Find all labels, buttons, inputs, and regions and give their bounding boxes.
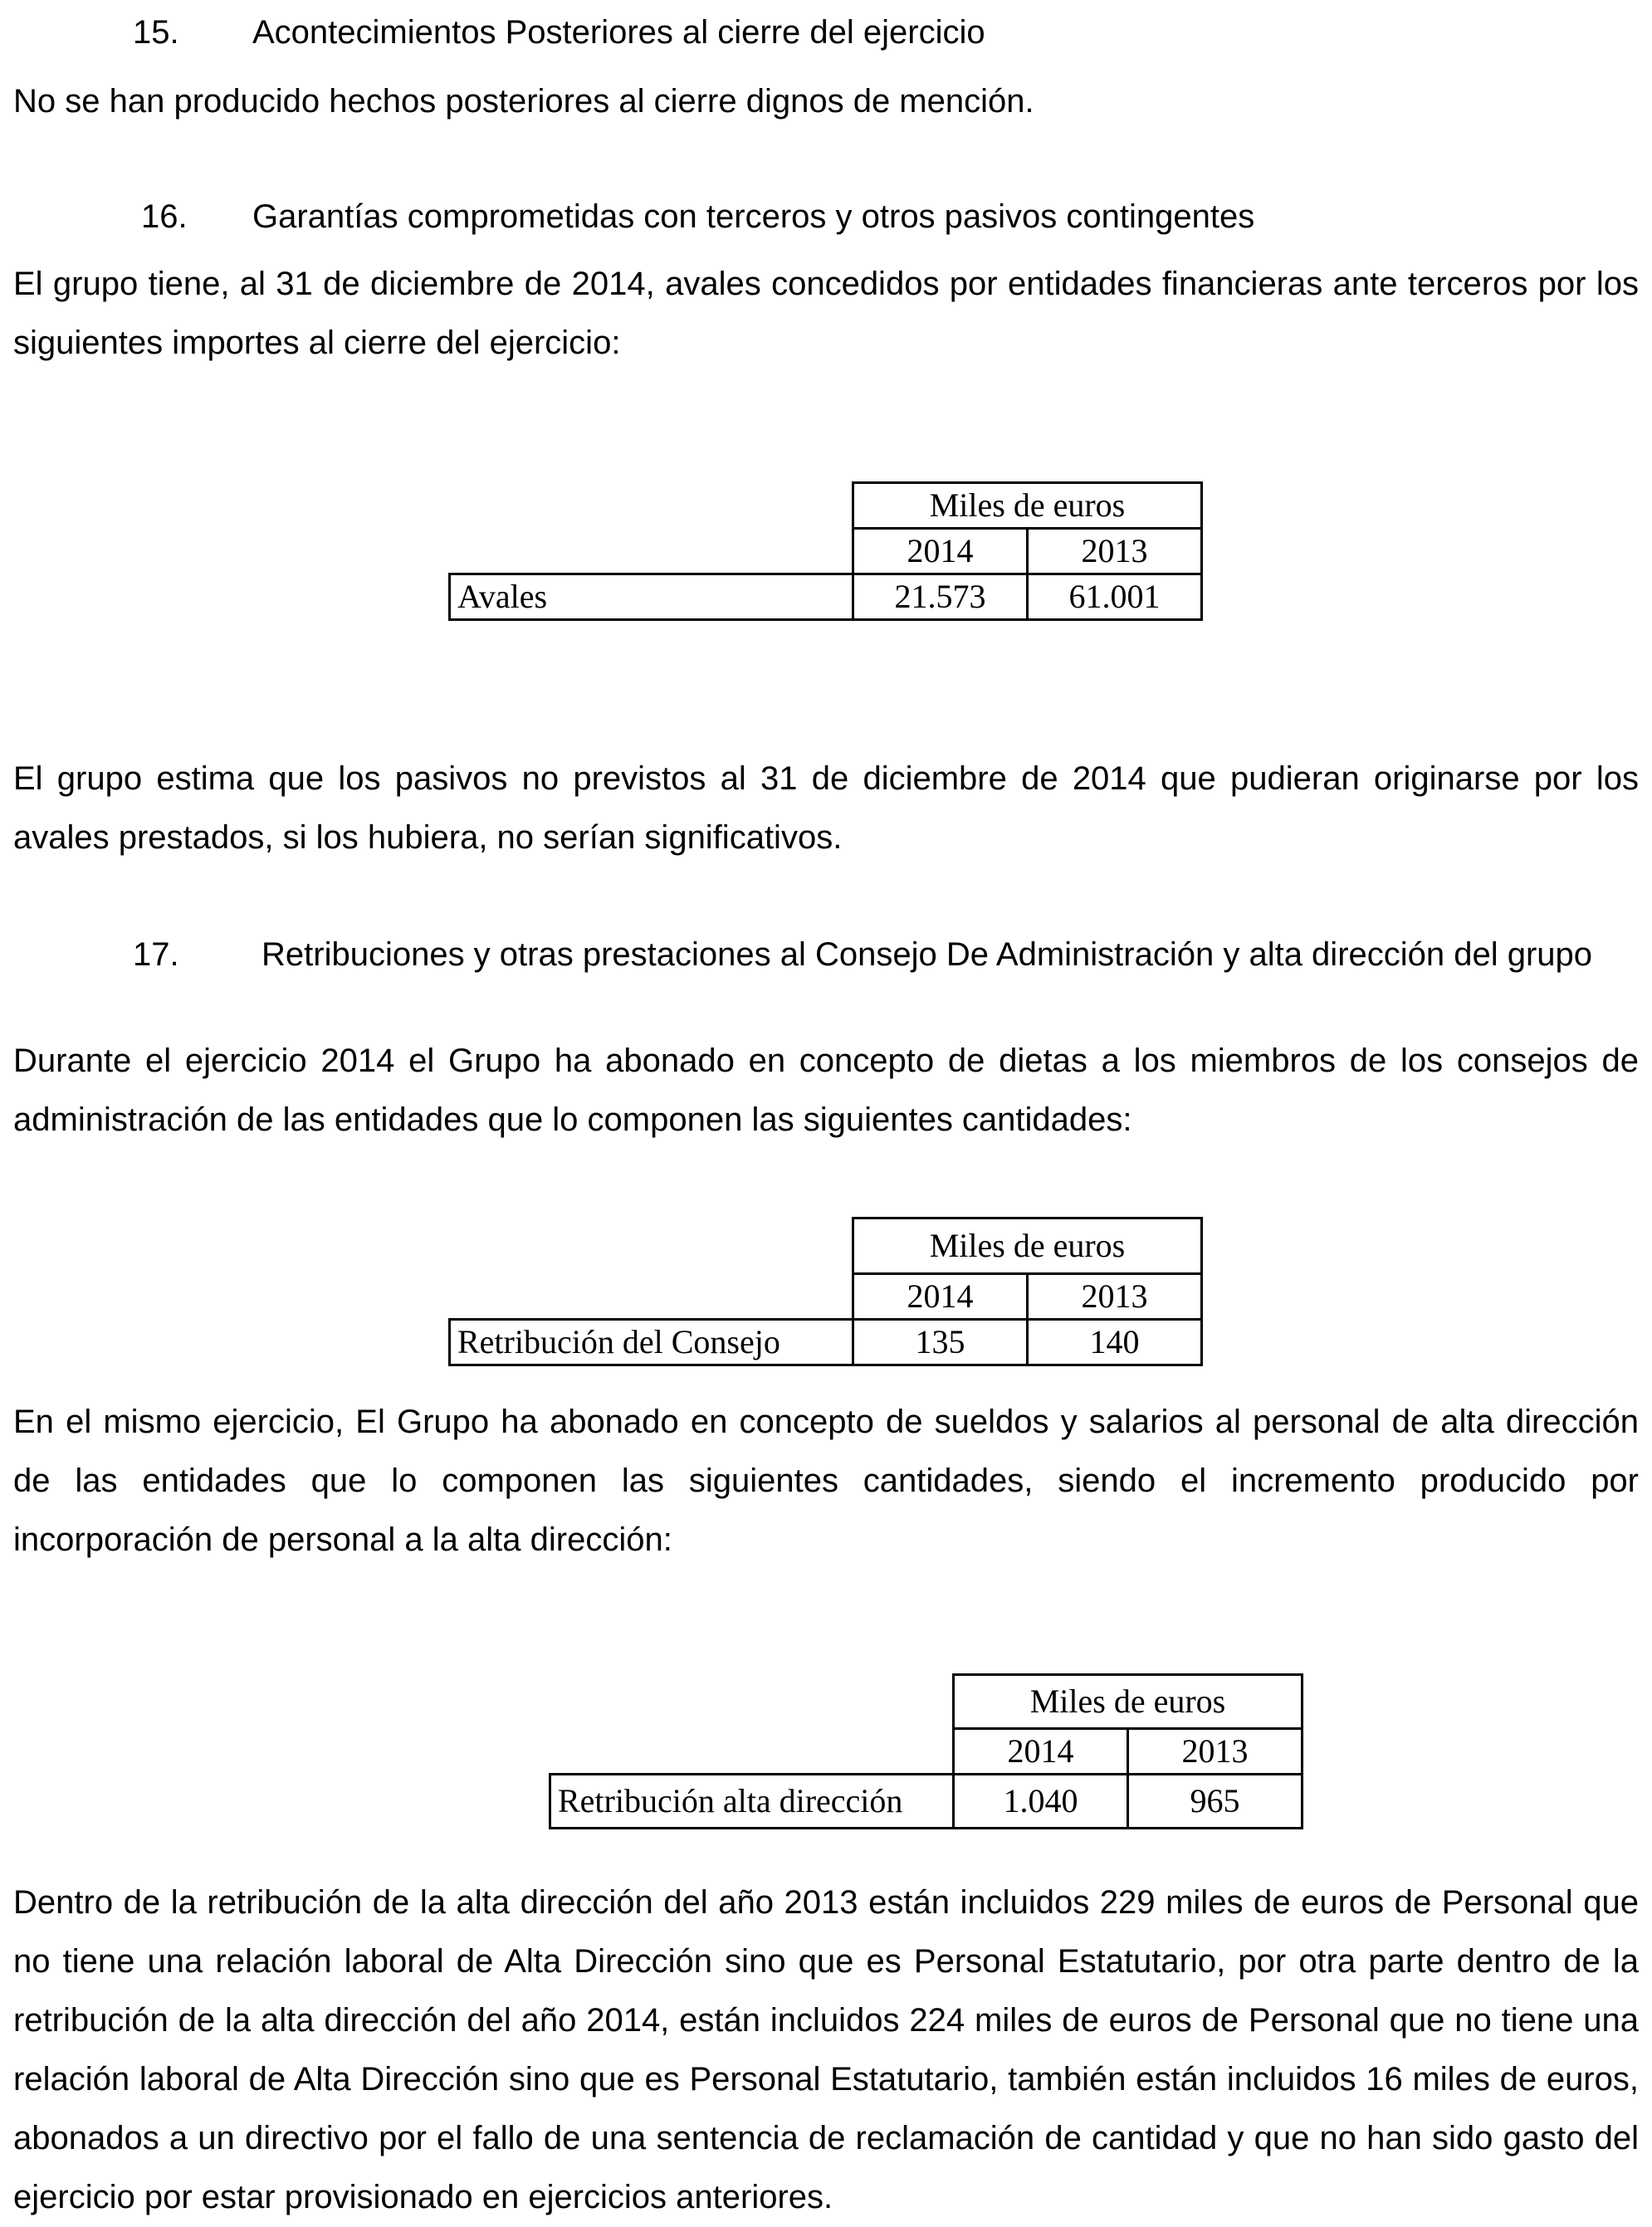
table-row [450, 574, 1202, 620]
section-17-paragraph-2 [13, 1393, 1639, 1570]
row-label: Avales [450, 574, 853, 620]
empty-cell [450, 1274, 853, 1320]
value-cell: 21.573 [853, 574, 1028, 620]
table-row [550, 1775, 1303, 1829]
value-cell: 61.001 [1028, 574, 1202, 620]
year-header: 2014 [954, 1729, 1128, 1775]
value-cell: 965 [1128, 1775, 1303, 1829]
paragraph-text: El grupo estima que los pasivos no previstos al 31 de diciembre de 2014 que pudieran originarse por los avales prestados, si los hubiera, no serían significativos. [13, 760, 1639, 856]
section-17-paragraph-1 [13, 1032, 1639, 1150]
year-header: 2014 [853, 1274, 1028, 1320]
consejo-table [448, 1217, 1203, 1366]
table-header: Miles de euros [853, 483, 1202, 529]
section-15-heading [133, 12, 1129, 52]
year-header: 2013 [1128, 1729, 1303, 1775]
empty-cell [550, 1729, 954, 1775]
alta-direccion-table [549, 1673, 1303, 1829]
empty-cell [450, 529, 853, 574]
section-16-heading [141, 197, 1386, 237]
section-number: 15. [133, 14, 179, 51]
table-row [450, 1320, 1202, 1365]
section-16-paragraph-2 [13, 750, 1639, 867]
section-title: Garantías comprometidas con terceros y otros pasivos contingentes [252, 198, 1255, 235]
section-17-heading [133, 935, 1644, 974]
value-cell: 1.040 [954, 1775, 1128, 1829]
paragraph-text: El grupo tiene, al 31 de diciembre de 2014, avales concedidos por entidades financieras ante terceros por los siguientes importes al cierre del ejercicio: [13, 266, 1639, 361]
row-label: Retribución del Consejo [450, 1320, 853, 1365]
row-label: Retribución alta dirección [550, 1775, 954, 1829]
avales-table [448, 481, 1203, 621]
section-title: Acontecimientos Posteriores al cierre del ejercicio [252, 14, 985, 51]
empty-cell [550, 1675, 954, 1729]
section-17-paragraph-3 [13, 1873, 1639, 2227]
empty-cell [450, 483, 853, 529]
section-16-paragraph-1 [13, 255, 1639, 373]
year-header: 2013 [1028, 529, 1202, 574]
empty-cell [450, 1219, 853, 1274]
section-number: 16. [141, 198, 188, 235]
table-header: Miles de euros [954, 1675, 1303, 1729]
paragraph-text: No se han producido hechos posteriores al cierre dignos de mención. [13, 83, 1034, 120]
table-header: Miles de euros [853, 1219, 1202, 1274]
paragraph-text: En el mismo ejercicio, El Grupo ha abonado en concepto de sueldos y salarios al personal de alta dirección de las entidades que lo componen las siguientes cantidades, siendo el incremento producido por incorporación de personal a la alta dirección: [13, 1404, 1639, 1558]
year-header: 2014 [853, 529, 1028, 574]
section-title: Retribuciones y otras prestaciones al Consejo De Administración y alta dirección del grupo [261, 936, 1593, 973]
paragraph-text: Dentro de la retribución de la alta dirección del año 2013 están incluidos 229 miles de euros de Personal que no tiene una relación laboral de Alta Dirección sino que es Personal Estatutario, por otra parte dentro de la retribución de la alta dirección del año 2014, están incluidos 224 miles de euros de Personal que no tiene una relación laboral de Alta Dirección sino que es Personal Estatutario, también están incluidos 16 miles de euros, abonados a un directivo por el fallo de una sentencia de reclamación de cantidad y que no han sido gasto del ejercicio por estar provisionado en ejercicios anteriores. [13, 1884, 1639, 2215]
year-header: 2013 [1028, 1274, 1202, 1320]
section-15-paragraph [13, 72, 1639, 131]
value-cell: 140 [1028, 1320, 1202, 1365]
value-cell: 135 [853, 1320, 1028, 1365]
paragraph-text: Durante el ejercicio 2014 el Grupo ha abonado en concepto de dietas a los miembros de los consejos de administración de las entidades que lo componen las siguientes cantidades: [13, 1043, 1639, 1138]
section-number: 17. [133, 936, 179, 973]
